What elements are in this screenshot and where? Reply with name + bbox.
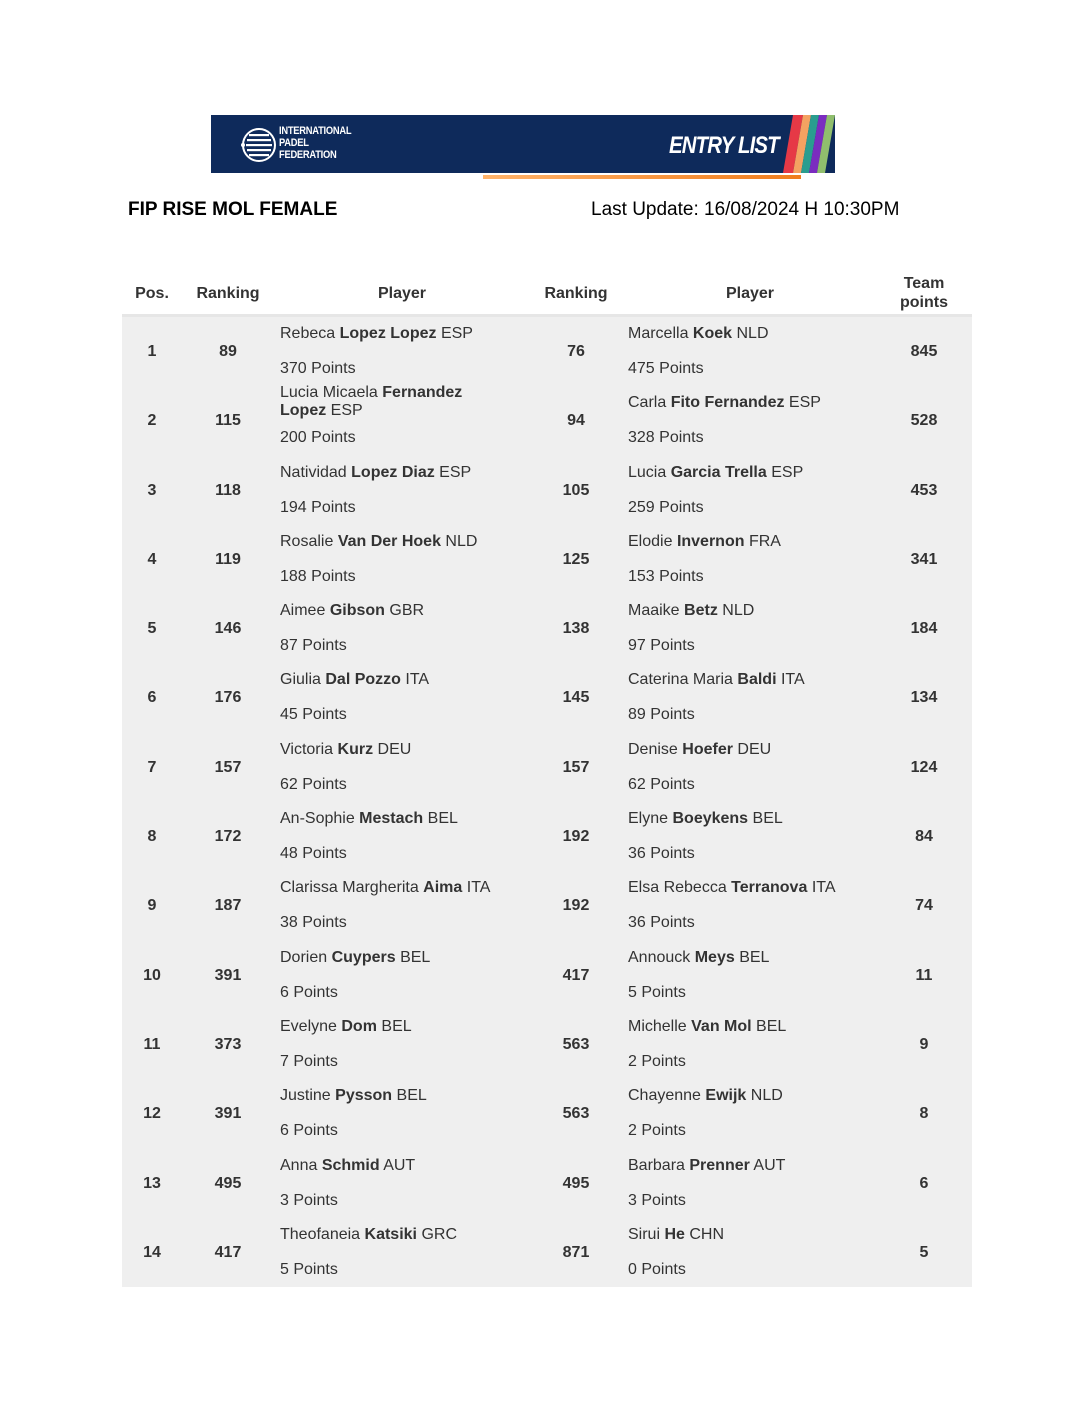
player-2-country: FRA	[748, 532, 781, 550]
player-1-country: ITA	[466, 879, 491, 897]
player-1-points: 3 Points	[280, 1191, 338, 1209]
header-team-line2: points	[900, 294, 948, 311]
last-update: Last Update: 16/08/2024 H 10:30PM	[591, 199, 900, 220]
player-2-ranking: 563	[562, 1105, 590, 1123]
player-1-points: 370 Points	[280, 360, 356, 377]
position: 14	[143, 1243, 161, 1261]
federation-name-line: INTERNATIONAL	[279, 125, 352, 137]
federation-name-line: PADEL	[279, 137, 309, 149]
player-2-points: 0 Points	[628, 1260, 686, 1278]
table-row	[122, 525, 972, 594]
player-1-country: BEL	[381, 1017, 412, 1035]
position: 1	[147, 343, 157, 360]
player-2-last-name: Hoefer	[682, 740, 733, 758]
player-1-points: 6 Points	[280, 1122, 338, 1140]
player-1-ranking: 157	[214, 758, 242, 776]
player-1-last-name: Lopez Diaz	[351, 463, 435, 481]
player-2-name	[628, 810, 783, 828]
position: 2	[147, 412, 157, 430]
team-points: 8	[919, 1105, 929, 1123]
player-1-name	[280, 1087, 427, 1105]
player-1-ranking: 373	[214, 1035, 242, 1053]
player-1-points: 48 Points	[280, 845, 347, 863]
header-ranking-1: Ranking	[196, 285, 260, 302]
player-1-country: BEL	[400, 948, 431, 966]
player-2-last-name: Invernon	[676, 532, 745, 550]
position: 8	[147, 828, 157, 846]
player-1-last-name: Pysson	[335, 1087, 393, 1105]
player-1-ranking: 417	[214, 1243, 242, 1261]
player-1-country: ESP	[440, 325, 473, 342]
player-2-points: 328 Points	[628, 429, 704, 447]
position: 7	[147, 758, 157, 776]
player-1-last-name: Katsiki	[364, 1225, 417, 1243]
player-2-name	[628, 464, 803, 482]
player-1-name	[280, 949, 430, 967]
player-1-first-name: Clarissa Margherita	[280, 879, 419, 897]
player-2-last-name: Koek	[692, 325, 733, 342]
team-points: 184	[910, 620, 938, 638]
player-1-name	[280, 810, 458, 828]
player-1-last-name: Gibson	[329, 602, 385, 620]
player-2-points: 2 Points	[628, 1122, 686, 1140]
player-1-points: 5 Points	[280, 1260, 338, 1278]
player-2-name	[628, 1087, 783, 1105]
player-2-name	[628, 741, 771, 759]
player-2-ranking: 871	[562, 1243, 590, 1261]
team-points: 11	[915, 966, 933, 984]
team-points: 845	[910, 343, 938, 360]
player-1-name	[280, 325, 473, 343]
player-1-ranking: 187	[214, 897, 242, 915]
player-2-country: AUT	[753, 1156, 786, 1174]
player-2-points: 36 Points	[628, 845, 695, 863]
position: 5	[147, 620, 157, 638]
player-2-ranking: 145	[562, 689, 590, 707]
table-row	[122, 733, 972, 802]
player-1-country: NLD	[445, 532, 478, 550]
player-2-ranking: 157	[562, 758, 590, 776]
player-1-first-name: Rebeca	[280, 325, 336, 342]
player-2-points: 153 Points	[628, 567, 704, 585]
player-1-points: 6 Points	[280, 983, 338, 1001]
position: 11	[143, 1035, 161, 1053]
player-2-last-name: Ewijk	[705, 1087, 747, 1105]
header-ranking-2: Ranking	[544, 285, 608, 302]
rainbow-stripes-icon	[771, 115, 835, 173]
table-row	[122, 1218, 972, 1287]
position: 12	[143, 1105, 161, 1123]
player-2-first-name: Lucia	[628, 463, 667, 481]
player-1-first-name: Lucia Micaela	[280, 384, 378, 402]
player-2-name	[628, 533, 781, 551]
player-1-first-name: Natividad	[280, 463, 347, 481]
table-row	[122, 663, 972, 732]
player-1-country: DEU	[377, 740, 412, 758]
player-1-first-name: Aimee	[280, 602, 326, 620]
player-2-first-name: Denise	[628, 740, 678, 758]
player-1-name	[280, 1226, 457, 1244]
team-points: 6	[919, 1174, 929, 1192]
player-2-last-name: Meys	[694, 948, 735, 966]
player-1-ranking: 146	[214, 620, 242, 638]
player-2-first-name: Sirui	[628, 1225, 661, 1243]
team-points: 341	[910, 550, 938, 568]
table-row	[122, 941, 972, 1010]
player-1-name	[280, 384, 480, 420]
player-2-name	[628, 325, 769, 343]
player-1-country: ESP	[330, 402, 363, 420]
player-2-country: NLD	[736, 325, 769, 342]
player-2-ranking: 76	[567, 343, 585, 360]
player-1-last-name: Dal Pozzo	[325, 671, 401, 689]
player-2-ranking: 125	[562, 550, 590, 568]
player-2-ranking: 563	[562, 1035, 590, 1053]
player-2-name	[628, 394, 821, 412]
player-1-country: AUT	[383, 1156, 416, 1174]
player-2-name	[628, 602, 754, 620]
player-1-ranking: 176	[214, 689, 242, 707]
player-1-ranking: 495	[214, 1174, 242, 1192]
player-1-country: GBR	[389, 602, 425, 620]
player-2-points: 62 Points	[628, 775, 695, 793]
player-2-country: NLD	[750, 1087, 783, 1105]
banner-bar	[211, 115, 835, 173]
player-2-name	[628, 671, 805, 689]
position: 4	[147, 550, 157, 568]
player-1-last-name: Lopez Lopez	[339, 325, 437, 342]
player-1-points: 62 Points	[280, 775, 347, 793]
player-2-country: NLD	[722, 602, 755, 620]
table-body	[122, 314, 972, 1287]
player-2-first-name: Marcella	[628, 325, 689, 342]
player-1-ranking: 172	[214, 828, 242, 846]
player-1-first-name: Anna	[280, 1156, 318, 1174]
player-2-name	[628, 1157, 785, 1175]
player-2-points: 3 Points	[628, 1191, 686, 1209]
player-1-points: 87 Points	[280, 637, 347, 655]
table-row	[122, 594, 972, 663]
player-1-ranking: 89	[219, 343, 237, 360]
table-row	[122, 317, 972, 386]
player-2-first-name: Maaike	[628, 602, 680, 620]
federation-name	[279, 125, 351, 161]
player-2-last-name: He	[664, 1225, 685, 1243]
player-2-points: 475 Points	[628, 360, 704, 377]
team-points: 124	[910, 758, 938, 776]
player-1-last-name: Dom	[341, 1017, 377, 1035]
table-rows	[122, 317, 972, 1287]
player-1-name	[280, 464, 471, 482]
player-2-name	[628, 1226, 724, 1244]
table-row	[122, 456, 972, 525]
table-row	[122, 1010, 972, 1079]
team-points: 453	[910, 481, 938, 499]
header-player-1: Player	[377, 285, 427, 302]
player-1-points: 188 Points	[280, 567, 356, 585]
table-row	[122, 802, 972, 871]
player-2-ranking: 94	[567, 412, 585, 430]
team-points: 528	[910, 412, 938, 430]
position: 9	[147, 897, 157, 915]
player-2-country: DEU	[737, 740, 772, 758]
banner-accent-line	[483, 175, 801, 179]
player-1-first-name: Giulia	[280, 671, 321, 689]
player-2-first-name: Caterina Maria	[628, 671, 733, 689]
player-2-last-name: Boeykens	[672, 810, 749, 828]
player-1-country: ESP	[439, 463, 472, 481]
federation-name-line: FEDERATION	[279, 149, 337, 161]
player-2-country: ITA	[780, 671, 805, 689]
player-1-points: 45 Points	[280, 706, 347, 724]
player-2-ranking: 138	[562, 620, 590, 638]
team-points: 74	[915, 897, 933, 915]
player-1-name	[280, 671, 429, 689]
player-2-points: 5 Points	[628, 983, 686, 1001]
player-2-last-name: Prenner	[689, 1156, 750, 1174]
player-1-country: ITA	[405, 671, 430, 689]
player-1-ranking: 391	[214, 966, 242, 984]
header-team-line1: Team	[903, 275, 945, 292]
player-2-last-name: Garcia Trella	[670, 463, 767, 481]
player-1-ranking: 115	[215, 412, 241, 430]
player-1-first-name: Dorien	[280, 948, 328, 966]
player-1-first-name: Victoria	[280, 740, 334, 758]
player-2-first-name: Carla	[628, 394, 667, 412]
player-2-country: ESP	[788, 394, 821, 412]
player-2-points: 259 Points	[628, 498, 704, 516]
player-2-country: BEL	[752, 810, 783, 828]
player-1-name	[280, 533, 477, 551]
player-1-points: 7 Points	[280, 1052, 338, 1070]
player-1-country: BEL	[396, 1087, 427, 1105]
player-1-ranking: 118	[215, 481, 241, 499]
player-2-last-name: Terranova	[731, 879, 808, 897]
position: 6	[147, 689, 157, 707]
player-1-country: GRC	[421, 1225, 457, 1243]
player-2-ranking: 192	[562, 897, 590, 915]
player-1-country: BEL	[427, 810, 458, 828]
player-2-first-name: Elodie	[628, 532, 673, 550]
player-2-last-name: Betz	[684, 602, 718, 620]
player-1-last-name: Mestach	[359, 810, 424, 828]
team-points: 5	[919, 1243, 929, 1261]
player-1-last-name: Aima	[423, 879, 463, 897]
team-points: 84	[915, 828, 933, 846]
table-row	[122, 386, 972, 455]
player-2-name	[628, 949, 769, 967]
position: 10	[143, 966, 161, 984]
player-1-ranking: 391	[214, 1105, 242, 1123]
player-2-country: BEL	[756, 1017, 787, 1035]
player-2-name	[628, 1018, 786, 1036]
player-1-last-name: Van Der Hoek	[337, 532, 441, 550]
player-1-points: 200 Points	[280, 429, 356, 447]
player-1-first-name: Justine	[280, 1087, 331, 1105]
player-1-first-name: Evelyne	[280, 1017, 337, 1035]
player-2-points: 2 Points	[628, 1052, 686, 1070]
team-points: 134	[910, 689, 938, 707]
player-2-first-name: Annouck	[628, 948, 691, 966]
entry-list-banner	[211, 108, 835, 183]
team-points: 9	[919, 1035, 929, 1053]
player-2-country: BEL	[739, 948, 770, 966]
tournament-title: FIP RISE MOL FEMALE	[128, 199, 338, 220]
header-team-points	[884, 274, 964, 312]
player-1-first-name: Theofaneia	[280, 1225, 361, 1243]
player-2-ranking: 417	[562, 966, 590, 984]
table-row	[122, 871, 972, 940]
player-1-last-name: Kurz	[337, 740, 374, 758]
player-1-first-name: Rosalie	[280, 532, 334, 550]
player-2-points: 97 Points	[628, 637, 695, 655]
entry-list-table	[122, 270, 972, 1278]
player-2-country: ESP	[771, 463, 804, 481]
player-2-country: CHN	[689, 1225, 725, 1243]
player-1-points: 38 Points	[280, 914, 347, 932]
position: 3	[147, 481, 157, 499]
player-2-first-name: Elyne	[628, 810, 669, 828]
player-1-last-name: Fernandez Lopez	[280, 384, 463, 420]
player-1-last-name: Schmid	[321, 1156, 380, 1174]
player-2-first-name: Chayenne	[628, 1087, 701, 1105]
player-2-points: 36 Points	[628, 914, 695, 932]
player-1-points: 194 Points	[280, 498, 356, 516]
player-1-name	[280, 1018, 412, 1036]
player-2-first-name: Barbara	[628, 1156, 685, 1174]
player-2-last-name: Van Mol	[691, 1017, 752, 1035]
header-player-2: Player	[725, 285, 775, 302]
player-1-name	[280, 879, 490, 897]
player-2-ranking: 495	[562, 1174, 590, 1192]
header-pos: Pos.	[135, 285, 169, 302]
player-2-name	[628, 879, 836, 897]
player-1-last-name: Cuypers	[331, 948, 396, 966]
padel-federation-logo-icon	[239, 125, 279, 165]
table-row	[122, 1079, 972, 1148]
player-2-points: 89 Points	[628, 706, 695, 724]
player-2-country: ITA	[811, 879, 836, 897]
player-2-last-name: Fito Fernandez	[670, 394, 785, 412]
player-1-name	[280, 1157, 415, 1175]
position: 13	[143, 1174, 161, 1192]
player-1-first-name: An-Sophie	[280, 810, 355, 828]
player-1-name	[280, 602, 424, 620]
player-2-first-name: Michelle	[628, 1017, 687, 1035]
player-2-ranking: 192	[562, 828, 590, 846]
player-2-first-name: Elsa Rebecca	[628, 879, 727, 897]
player-2-ranking: 105	[562, 481, 590, 499]
table-header	[122, 270, 972, 314]
table-row	[122, 1149, 972, 1218]
player-1-ranking: 119	[215, 550, 241, 568]
player-1-name	[280, 741, 411, 759]
banner-title: ENTRY LIST	[669, 132, 779, 159]
player-2-last-name: Baldi	[737, 671, 777, 689]
